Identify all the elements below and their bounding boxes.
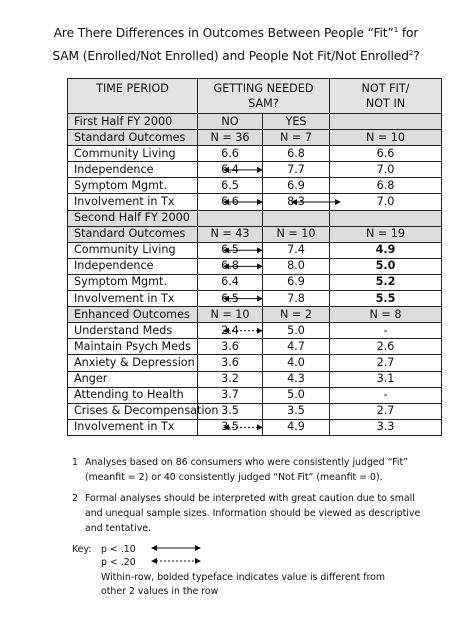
cell-yes: 7.8 — [263, 291, 330, 307]
row-label: Involvement in Tx — [68, 291, 198, 307]
cell-not-fit — [330, 114, 442, 130]
row-label: Standard Outcomes — [68, 226, 198, 242]
cell-not-fit: 2.7 — [330, 403, 442, 419]
table-row — [68, 114, 442, 130]
cell-yes: 4.7 — [263, 339, 330, 355]
header-not-fit: NOT FIT/ NOT IN — [330, 79, 442, 114]
cell-no: N = 43 — [198, 226, 263, 242]
document-title — [0, 20, 472, 66]
cell-no: 3.2 — [198, 371, 263, 387]
key-label: Key: — [72, 544, 92, 555]
row-label: Involvement in Tx — [68, 194, 198, 210]
key-note-line-1: Within-row, bolded typeface indicates value is different from — [101, 572, 386, 583]
header-time-period: TIME PERIOD — [68, 79, 198, 114]
table-header-row — [68, 79, 442, 114]
table-row — [68, 274, 442, 290]
row-label: Enhanced Outcomes — [68, 307, 198, 323]
row-label: Community Living — [68, 146, 198, 162]
cell-yes: 5.0 — [263, 323, 330, 339]
row-label: First Half FY 2000 — [68, 114, 198, 130]
cell-no: 3.5 — [198, 403, 263, 419]
table-row — [68, 307, 442, 323]
cell-not-fit: 7.0 — [330, 162, 442, 178]
cell-yes: 8.3 — [263, 194, 330, 210]
cell-yes: 4.0 — [263, 355, 330, 371]
cell-yes: 8.0 — [263, 258, 330, 274]
cell-not-fit: N = 19 — [330, 226, 442, 242]
key-p20: p < .20 — [101, 557, 136, 568]
table-row — [68, 210, 442, 226]
cell-yes: 6.9 — [263, 274, 330, 290]
row-label: Standard Outcomes — [68, 130, 198, 146]
row-label: Symptom Mgmt. — [68, 274, 198, 290]
cell-yes: N = 7 — [263, 130, 330, 146]
cell-no — [198, 210, 263, 226]
row-label: Community Living — [68, 242, 198, 258]
table-row — [68, 242, 442, 258]
table-row — [68, 194, 442, 210]
row-label: Symptom Mgmt. — [68, 178, 198, 194]
table-row — [68, 162, 442, 178]
cell-not-fit: 5.2 — [330, 274, 442, 290]
cell-not-fit: N = 10 — [330, 130, 442, 146]
cell-no: 6.6 — [198, 194, 263, 210]
table-row — [68, 291, 442, 307]
cell-no: 3.6 — [198, 339, 263, 355]
table-row — [68, 226, 442, 242]
row-label: Independence — [68, 258, 198, 274]
cell-not-fit: - — [330, 387, 442, 403]
table-row — [68, 419, 442, 435]
row-label: Involvement in Tx — [68, 419, 198, 435]
table-row — [68, 355, 442, 371]
table-row — [68, 146, 442, 162]
cell-no: 6.6 — [198, 146, 263, 162]
title-line-1: Are There Differences in Outcomes Between People “Fit”$^1$ for — [53, 26, 419, 41]
cell-yes: 3.5 — [263, 403, 330, 419]
table-row — [68, 178, 442, 194]
cell-no: 6.5 — [198, 178, 263, 194]
cell-yes: YES — [263, 114, 330, 130]
row-label: Maintain Psych Meds — [68, 339, 198, 355]
cell-not-fit: 5.5 — [330, 291, 442, 307]
cell-not-fit: 6.6 — [330, 146, 442, 162]
cell-yes: 6.8 — [263, 146, 330, 162]
row-label: Crises & Decompensation — [68, 403, 198, 419]
footnote-2: 2 Formal analyses should be interpreted with great caution due to small and unequal sample sizes. Information should be viewed as descriptive and tentative. — [72, 493, 421, 534]
table-row — [68, 339, 442, 355]
table-row — [68, 403, 442, 419]
cell-yes: 7.7 — [263, 162, 330, 178]
cell-not-fit: 4.9 — [330, 242, 442, 258]
cell-no: 3.5 — [198, 419, 263, 435]
cell-not-fit: 2.7 — [330, 355, 442, 371]
cell-yes: N = 2 — [263, 307, 330, 323]
row-label: Second Half FY 2000 — [68, 210, 198, 226]
outcomes-table — [67, 78, 442, 436]
cell-yes: 4.9 — [263, 419, 330, 435]
cell-no: 6.4 — [198, 162, 263, 178]
table-row — [68, 387, 442, 403]
key-note-line-2: other 2 values in the row — [101, 586, 219, 597]
cell-yes: 5.0 — [263, 387, 330, 403]
row-label: Attending to Health — [68, 387, 198, 403]
cell-no: 2.4 — [198, 323, 263, 339]
cell-not-fit: - — [330, 323, 442, 339]
cell-no: 3.6 — [198, 355, 263, 371]
cell-not-fit: 7.0 — [330, 194, 442, 210]
cell-no: N = 10 — [198, 307, 263, 323]
title-line-2: SAM (Enrolled/Not Enrolled) and People Not Fit/Not Enrolled$^2$? — [52, 49, 420, 64]
cell-no: 6.4 — [198, 274, 263, 290]
table-row — [68, 323, 442, 339]
cell-no: 3.7 — [198, 387, 263, 403]
cell-not-fit: 2.6 — [330, 339, 442, 355]
row-label: Independence — [68, 162, 198, 178]
header-getting-sam: GETTING NEEDED SAM? — [198, 79, 330, 114]
cell-not-fit: 3.3 — [330, 419, 442, 435]
cell-not-fit: 6.8 — [330, 178, 442, 194]
footnote-1: 1 Analyses based on 86 consumers who were consistently judged “Fit” (meanfit = 2) or 40 consistently judged “Not Fit” (meanfit = 0). — [72, 457, 409, 483]
cell-no: 6.5 — [198, 291, 263, 307]
cell-not-fit: 3.1 — [330, 371, 442, 387]
row-label: Anger — [68, 371, 198, 387]
cell-yes: 7.4 — [263, 242, 330, 258]
key-p10: p < .10 — [101, 544, 136, 555]
cell-no: N = 36 — [198, 130, 263, 146]
cell-not-fit: N = 8 — [330, 307, 442, 323]
table-row — [68, 371, 442, 387]
table-row — [68, 130, 442, 146]
cell-no: 6.8 — [198, 258, 263, 274]
cell-yes: N = 10 — [263, 226, 330, 242]
cell-not-fit: 5.0 — [330, 258, 442, 274]
cell-no: NO — [198, 114, 263, 130]
cell-yes: 4.3 — [263, 371, 330, 387]
cell-yes: 6.9 — [263, 178, 330, 194]
table-row — [68, 258, 442, 274]
row-label: Understand Meds — [68, 323, 198, 339]
cell-not-fit — [330, 210, 442, 226]
row-label: Anxiety & Depression — [68, 355, 198, 371]
cell-no: 6.5 — [198, 242, 263, 258]
cell-yes — [263, 210, 330, 226]
